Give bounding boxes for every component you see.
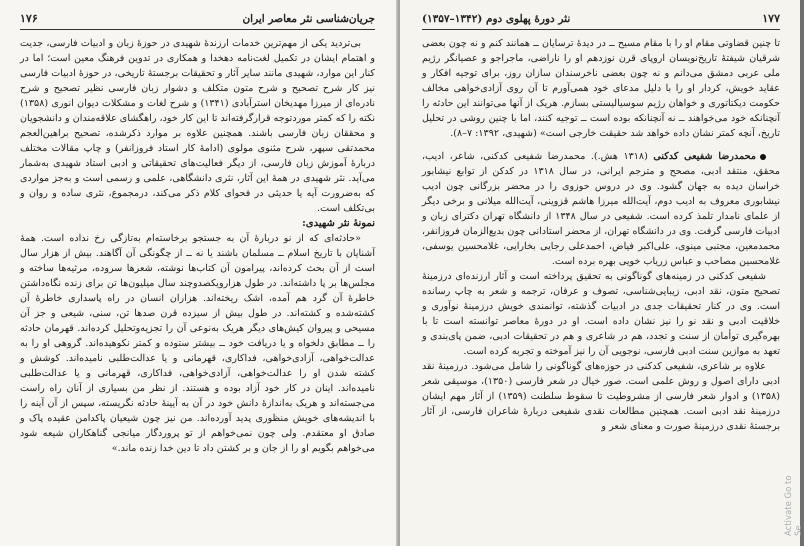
activation-watermark: Activate Go to Se (784, 475, 804, 536)
bullet-icon (760, 154, 766, 160)
header-rule (422, 29, 780, 30)
right-page-header (422, 12, 780, 25)
running-head: نثر دورهٔ پهلوی دوم (۱۳۴۲–۱۳۵۷) (422, 13, 571, 25)
right-page-body (422, 36, 780, 434)
spacer (422, 141, 780, 149)
paragraph: علاوه بر شاعری، شفیعی کدکنی در حوزه‌های گوناگونی را شامل می‌شود. درزمینهٔ نقد ادبی دارای اصول و روش علمی است. صور خیال در شعر فارسی (۱۳۵۰)، موسیقی شعر (۱۳۵۸) و ادوار شعر فارسی از مشروطیت تا سقوط سلطنت (۱۳۵۹) از آثار مهم ایشان درزمینهٔ نقد ادبی است. همچنین مطالعات نقدی شفیعی دربارهٔ شاعران فارسی، از آثار برجستهٔ نقدی درزمینهٔ صورت و معنای شعر و (422, 361, 780, 432)
right-page (400, 0, 804, 546)
paragraph: تا چنین قضاوتی مقام او را با مقام مسیح ــ در دیدهٔ ترسایان ــ همانند کنم و نه چون بعضی شرقیان شیفتهٔ تاریخ‌نویسان اروپای قرن نوزدهم او را ناراضی، ماجراجو و عصیانگر رژیم ملی عربی دمشق می‌دانم و نه چون بعضی ناخرسندان سازان روز، برای توجیه افکار و عقاید خویش، کردار او را با دلیل مدعای خود همی‌آورم تا آن روی آزادی‌خواهی مخالف حکومت دیکتاتوری و خواهان رژیم سوسیالیستی بسازم. هریک از آنها می‌توانند این حادثه را آنچنانکه خود می‌خواهند ــ نه آنچنانکه بوده است ــ توجیه کنند، اما با چنین روشی در تحلیل تاریخ، آنچه کمتر نشان داده خواهد شد حقیقت خارجی است» (شهیدی، ۱۳۹۲: ۷–۸). (422, 38, 780, 139)
quote-paragraph: «حادثه‌ای که از نو دربارهٔ آن به جستجو برخاسته‌ام به‌تازگی رخ نداده است. همهٔ آشنایان با تاریخ اسلام ــ مسلمان باشند یا نه ــ از چگونگی آن آگاهند. بیش از هزار سال است از آن بحث کرده‌اند، پیرامون آن کتاب‌ها نوشته، شعرها سروده، مرثیه‌ها ساخته و مجلس‌ها بر پا داشته‌اند. در طول هزارویکصدوچند سال میلیون‌ها تن برای زنده نگاه‌داشتن خاطرهٔ آن گرد هم آمده، اشک ریخته‌اند. هزاران انسان در راه پاسداری خاطرهٔ آن کشته‌شده و کشته‌اند. در طول بیش از سیزده قرن صدها تن، سنی، شیعی و جز آن مسیحی و پیروان کیش‌های دیگر هریک به‌نوعی آن را تجزیه‌وتحلیل کرده‌اند. قهرمان حادثه را ــ مطابق دلخواه و یا دریافت خود ــ بیشتر ستوده و کمتر نکوهیده‌اند. گروهی او را به عدالت‌خواهی، آزادی‌خواهی، فداکاری، قهرمانی و یا عدالت‌طلبی نامیده‌اند. کوشش و کشته شدن او را عدالت‌خواهی، آزادی‌خواهی، فداکاری، قهرمانی و یا عدالت‌طلبی نامیده‌اند. اینان در کار خود آزاد بوده و هستند. از نظر من بسیاری از آنان راه راست می‌جسته‌اند و هریک به‌اندازهٔ دانش خود در آن به آیینهٔ حادثه نگریسته، سپس از آن آینه را با اندیشه‌های خویش منظوری پدید آورده‌اند. من نیز چون شیعیان پاکدامن عقیده پاک و صادق او معتقدم. ولی چون نمی‌خواهم از تو پروردگار میانجی گناهکاران شیعه شود می‌خواهم بگویم او را از جان و بر کشتن داد تا دین خدا زنده ماند.» (20, 233, 375, 454)
header-rule (20, 29, 375, 30)
running-head: جریان‌شناسی نثر معاصر ایران (242, 13, 375, 25)
left-page-body (20, 36, 375, 456)
section-title: نمونهٔ نثر شهیدی: (302, 218, 375, 229)
paragraph: بی‌تردید یکی از مهم‌ترین خدمات ارزندهٔ شهیدی در حوزهٔ زبان و ادبیات فارسی، جدیت و اهتمام ایشان در تکمیل لغت‌نامه دهخدا و همکاری در تدوین فرهنگ معین است؛ اما در کنار این موارد، شهیدی مانند سایر آثار و تحقیقات برجستهٔ تاریخی، در حوزهٔ ادبیات فارسی نیز کار شرح تصحیح و شرح متون متکلف و دشوار زبان فارسی نظیر تصحیح و شرح نادره‌ای از میرزا مهدیخان استرآبادی (۱۳۴۱) و شرح لغات و مشکلات دیوان انوری (۱۳۵۸) نکته را که کمتر موردتوجه قرارگرفته‌اند تا این کار خود، راهگشای علاقه‌مندان و دانشجویان و محققان زبان فارسی باشند. همچنین علاوه بر موارد ذکرشده، تصحیح براهین‌العجم محمدتقی سپهر، شرح مثنوی مولوی (ادامهٔ کار استاد فروزانفر) و چاپ مقالات مختلف دربارهٔ آموزش زبان فارسی، از دیگر فعالیت‌های تحقیقاتی و ادبی استاد شهیدی به‌شمار می‌آید. نثر شهیدی در همهٔ این آثار، نثری دانشگاهی، علمی و رسمی است و به‌جز مواردی که به‌ضرورت آیه یا حدیثی در فحوای کلام ذکر می‌کند، درمجموع، نثری ساده و روان و بی‌تکلف است. (20, 38, 375, 214)
left-page (0, 0, 398, 546)
bio-paragraph (422, 149, 780, 269)
bio-title: محمدرضا شفیعی کدکنی (653, 151, 756, 162)
page-number: ۱۷۶ (20, 12, 38, 25)
left-page-header (20, 12, 375, 25)
paragraph: شفیعی کدکنی در زمینه‌های گوناگونی به تحقیق پرداخته است و آثار ارزنده‌ای درزمینهٔ تصحیح متون، نقد ادبی، زیبایی‌شناسی، تصوف و عرفان، ترجمه و شعر به چاپ رسانده است. وی در کنار تحقیقات جدی در ادبیات گذشته، توانمندی خویش درزمینهٔ نوآوری و خلاقیت ادبی و نقد نو را نیز نشان داده است. او در دورهٔ معاصر توانسته است تا با بهره‌گیری توأمان از سنت و تجدد، هم در شاعری و هم در تحقیقات ادبی، ضمن پای‌بندی و تعهد به موازین سنت ادبی فارسی، نوجویی آن را نیز آموخته و تجربه کرده است. (422, 271, 780, 357)
page-number: ۱۷۷ (762, 12, 780, 25)
bio-text: (۱۳۱۸ هش.). محمدرضا شفیعی کدکنی، شاعر، ادیب، محقق، منتقد ادبی، مصحح و مترجم ایرانی، در سال ۱۳۱۸ در کدکن از توابع نیشابور خراسان دیده به جهان گشود. وی در دروس حوزوی را در محضر بزرگانی چون ادیب نیشابوری معروف به ادیب دوم، آیت‌الله میرزا هاشم قزوینی، آیت‌الله میلانی و برخی دیگر از علمای نامدار تلمذ کرده است. شفیعی در سال ۱۳۴۸ از دانشگاه تهران دکترای زبان و ادبیات فارسی گرفت. وی در دانشگاه تهران، از محضر استادانی چون بدیع‌الزمان فروزانفر، محمدمعین، مجتبی مینوی، علی‌اکبر فیاض، احمدعلی رجایی بخارایی، غلامحسین یوسفی، غلامحسین مصاحب و عباس زریاب خویی بهره برده است. (422, 151, 780, 267)
